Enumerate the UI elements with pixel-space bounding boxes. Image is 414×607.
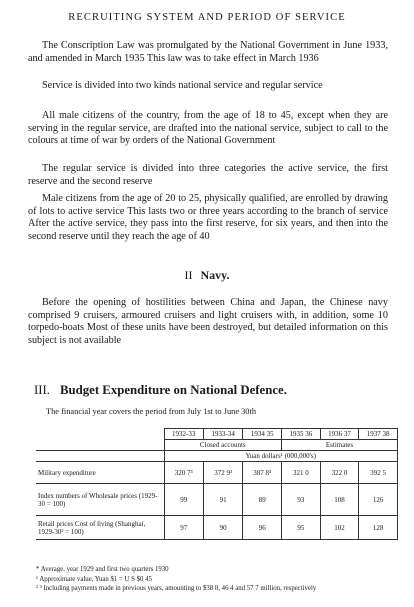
paragraph-male-citizens: All male citizens of the country, from the age of 18 to 45, except when they are serving in the regular service, are drafted into the national service, subject to call to the colours at time of war by orders of the National Government <box>28 110 388 147</box>
section-heading-navy <box>0 268 414 283</box>
paragraph-conscription-law: The Conscription Law was promulgated by the National Government in June 1933, and amended in March 1935 This law was to take effect in March 1936 <box>28 40 388 64</box>
year-header: 1935 36 <box>282 429 321 440</box>
table-cell: 320 7³ <box>164 462 203 484</box>
table-header-units <box>36 451 398 462</box>
section-title: Navy. <box>200 268 230 282</box>
row-label: Index numbers of Wholesale prices (1929-30 = 100) <box>36 484 164 516</box>
table-cell: 97 <box>164 516 203 540</box>
fiscal-year-note: The financial year covers the period from July 1st to June 30th <box>46 407 257 416</box>
table-cell: 108 <box>320 484 359 516</box>
table-cell: 126 <box>359 484 398 516</box>
table-cell: 95 <box>282 516 321 540</box>
table-cell: 91 <box>203 484 242 516</box>
table-cell: 96 <box>243 516 282 540</box>
year-header: 1933-34 <box>203 429 242 440</box>
footnote: ¹ Approximate value, Yuan $1 = U S $0 45 <box>36 575 152 583</box>
table-header-years <box>36 429 398 440</box>
footnote: ² ³ Including payments made in previous years, amounting to $38 8, 46 4 and 57 7 million, respectively <box>36 585 317 593</box>
table-cell: 89 <box>243 484 282 516</box>
section-title: Budget Expenditure on National Defence. <box>59 383 287 397</box>
row-label: Retail prices Cost of living (Shanghai, 1929-30² = 100) <box>36 516 164 540</box>
year-header: 1932-33 <box>164 429 203 440</box>
table-cell: 93 <box>282 484 321 516</box>
estimates-header: Estimates <box>282 440 398 451</box>
section-heading-budget <box>34 383 394 398</box>
row-label: Military expenditure <box>36 462 164 484</box>
table-cell: 387 8³ <box>243 462 282 484</box>
table-row <box>36 484 398 516</box>
footnotes <box>36 565 396 594</box>
footnote: * Average, year 1929 and first two quarters 1930 <box>36 566 169 573</box>
page-title: RECRUITING SYSTEM AND PERIOD OF SERVICE <box>68 12 346 23</box>
table-cell: 128 <box>359 516 398 540</box>
table-row <box>36 462 398 484</box>
table-cell: 392 5 <box>359 462 398 484</box>
table-cell: 99 <box>164 484 203 516</box>
table-cell: 372 9³ <box>203 462 242 484</box>
year-header: 1934 35 <box>243 429 282 440</box>
year-header: 1937 38 <box>359 429 398 440</box>
unit-header: Yuan dollars¹ (000,000's) <box>164 451 398 462</box>
paragraph-service-kinds: Service is divided into two kinds national service and regular service <box>42 80 323 91</box>
table-cell: 102 <box>320 516 359 540</box>
year-header: 1936 37 <box>320 429 359 440</box>
closed-accounts-header: Closed accounts <box>164 440 282 451</box>
table-cell: 321 0 <box>282 462 321 484</box>
paragraph-active-service: Male citizens from the age of 20 to 25, physically qualified, are enrolled by drawing of lots to active service This lasts two or three years according to the branch of service After the active service, they pass into the first reserve, for six years, and then into the second reserve until they reach the age of 40 <box>28 193 388 242</box>
budget-table <box>36 428 398 540</box>
table-row <box>36 516 398 540</box>
paragraph-regular-service: The regular service is divided into three categories the active service, the first reserve and the second reserve <box>28 163 388 187</box>
section-number: III. <box>34 383 50 397</box>
table-cell: 90 <box>203 516 242 540</box>
section-number: II <box>184 268 193 282</box>
table-cell: 322 0 <box>320 462 359 484</box>
paragraph-navy: Before the opening of hostilities between China and Japan, the Chinese navy comprised 9 cruisers, armoured cruisers and light cruisers with, in addition, some 10 torpedo-boats Most of these units have been destroyed, but detailed information on this subject is not available <box>28 297 388 346</box>
